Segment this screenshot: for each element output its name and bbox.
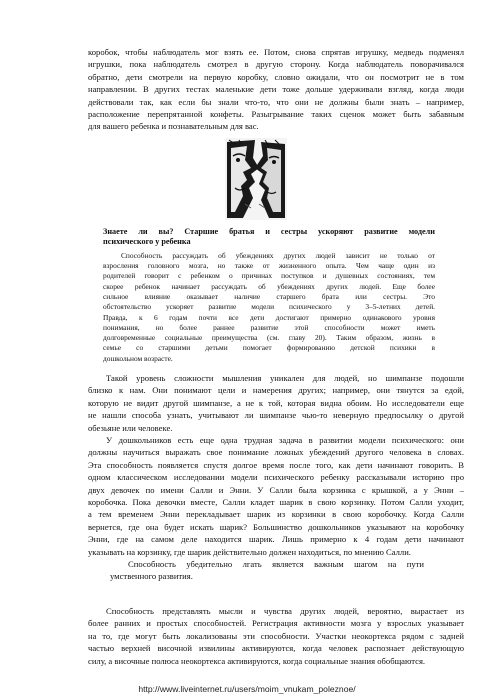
sidebar-body-line: взросления головного мозга, но также от жизненного опыта. Чем чаще один из — [103, 261, 435, 271]
brain-paragraph-line: Способность представлять мысли и чувства других людей, вероятно, вырастает из — [106, 606, 464, 616]
top-paragraph-line: направлении. В других тестах маленькие дети тоже дольше удерживали взгляд, когда люди — [88, 84, 464, 95]
sidebar-body-line: Способность рассуждать об убеждениях других людей зависит не только от — [121, 250, 435, 260]
sally-paragraph-line: двух девочек по имени Салли и Энни. У Салли была корзинка с крышкой, а у Энни – — [88, 484, 464, 495]
sally-paragraph-line: Энни, где на самом деле находится шарик. Лишь примерно к 4 годам дети начинают — [88, 534, 464, 545]
sally-paragraph-line: У дошкольников есть еще одна трудная задача в развитии модели психического: они — [106, 435, 464, 445]
sally-paragraph-line: вернется, где она будет искать шарик? Большинство дошкольников указывают на коробочку — [88, 521, 464, 532]
sally-paragraph-line: одном классическом исследовании модели психического ребенку рассказывали историю про — [88, 472, 464, 483]
sidebar-title — [103, 227, 435, 248]
top-paragraph-line: действовали так, как если бы знали что-то, что они не должны были знать – например, — [88, 96, 464, 107]
footer-url: http://www.liveinternet.ru/users/moim_vnukam_poleznoe/ — [138, 684, 356, 694]
top-paragraph-line: игрушки, пока наблюдатель смотрел в другую сторону. Когда наблюдатель поворачивался — [88, 59, 464, 70]
top-paragraph-line: для вашего ребенка и познавательным для вас. — [88, 121, 259, 132]
top-paragraph-line: расположение перепрятанной конфеты. Разыгрывание таких сценок может быть забавным — [88, 109, 464, 120]
sidebar-title-line: Знаете ли вы? Старшие братья и сестры ускоряют развитие модели — [103, 227, 435, 236]
sally-paragraph-line: должны научиться выражать свое понимание ложных убеждений другого человека в словах. — [88, 447, 464, 458]
sidebar-body-line: долговременные социальные преимущества (см. главу 20). Таким образом, жизнь в — [103, 333, 435, 343]
pull-quote-line: умственного развития. — [110, 571, 193, 582]
chimps-paragraph-line: не нашли способа узнать, учитывают ли шимпанзе чью-то неверную предпосылку о другой — [88, 410, 464, 421]
sidebar-body-line: семье со старшими детьми помогает формированию детской психики в — [103, 343, 435, 353]
sally-paragraph-line: Эта способность появляется спустя долгое время после того, как дети начинают говорить. В — [88, 459, 464, 470]
brain-paragraph — [88, 605, 464, 667]
did-you-know-sidebar — [103, 227, 435, 364]
sally-paragraph-line: указывать на корзинку, где шарик действительно должен находиться, по мнению Салли. — [88, 546, 411, 557]
sidebar-body-line: понимания, но более раннее развитие этой способности может иметь — [103, 322, 435, 332]
brain-paragraph-line: силу, а височные полюса неокортекса активируются, когда социальные знания обобщаются. — [88, 655, 426, 666]
two-faces-illustration — [225, 138, 287, 220]
pull-quote-line: Способность убедительно лгать является важным шагом на пути — [128, 559, 424, 569]
sally-anne-paragraph — [88, 434, 464, 558]
chimps-paragraph-line: обезьяне или человеке. — [88, 422, 173, 433]
two-faces-sketch-icon — [225, 138, 287, 220]
pull-quote — [110, 558, 424, 583]
top-paragraph-line: коробок, чтобы наблюдатель мог взять ее. Потом, снова спрятав игрушку, медведь подменял — [88, 47, 464, 57]
source-url-footer — [0, 683, 494, 695]
sidebar-body-line: скорее ребенок начинает рассуждать об убеждениях других людей. Еще более — [103, 281, 435, 291]
sidebar-body-line: Правда, к 6 годам почти все дети достигают примерно одинакового уровня — [103, 312, 435, 322]
sally-paragraph-line: а тем временем Энни перекладывает шарик из корзинки в свою коробочку. Когда Салли — [88, 509, 464, 520]
sidebar-body-line: сильное влияние оказывает наличие старшего брата или сестры. Это — [103, 292, 435, 301]
chimps-paragraph-line: близко к нам. Они понимают цели и намерения других; например, они тянутся за едой, — [88, 385, 464, 396]
top-paragraph-line: обратно, дети смотрели на первую коробку, словно ожидали, что он посмотрит не в том — [88, 71, 464, 82]
chimps-paragraph-line: которую не видит другой шимпанзе, а не к той, которая видна обоим. Но исследователи еще — [88, 397, 464, 408]
brain-paragraph-line: более ранних и простых способностей. Регистрация активности мозга у взрослых указывает — [88, 618, 464, 629]
sally-paragraph-line: коробочка. Пока девочки вместе, Салли кладет шарик в свою корзинку. Потом Салли уходит, — [88, 497, 464, 508]
sidebar-body — [103, 251, 435, 364]
brain-paragraph-line: частью верхней височной извилины активируются, когда человек распознает действующую — [88, 643, 464, 654]
sidebar-body-line: дошкольном возрасте. — [103, 353, 173, 363]
sidebar-body-line: обстоятельство ускоряет развитие модели психического у 3–5-летних детей. — [103, 302, 435, 312]
top-paragraph — [88, 46, 464, 133]
sidebar-title-line: психического у ребенка — [103, 237, 191, 247]
chimps-paragraph — [88, 372, 464, 434]
brain-paragraph-line: на то, где могут быть локализованы эти способности. Участки неокортекса рядом с задней — [88, 630, 464, 641]
sidebar-body-line: родителей говорит с ребенком о причинах поступков и душевных состояниях, тем — [103, 271, 435, 281]
chimps-paragraph-line: Такой уровень сложности мышления уникален для людей, но шимпанзе подошли — [106, 373, 464, 383]
